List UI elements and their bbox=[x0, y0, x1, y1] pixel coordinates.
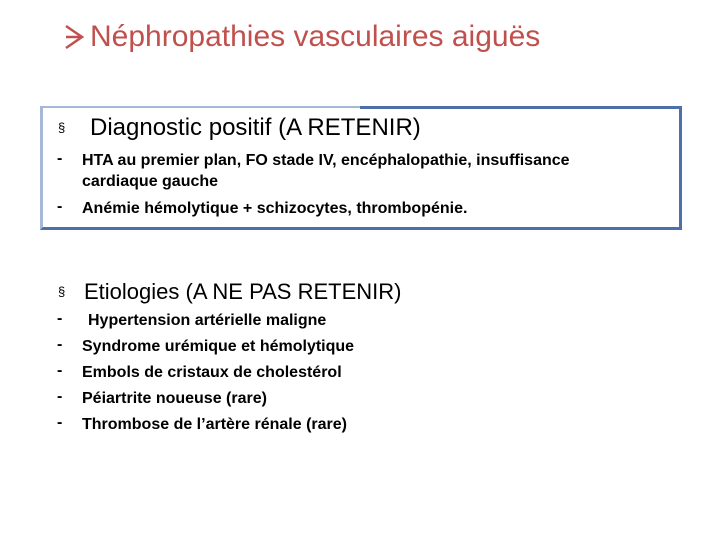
section1-dash: - bbox=[57, 150, 63, 167]
section1-heading: Diagnostic positif (A RETENIR) bbox=[90, 114, 421, 141]
square-bullet-icon: § bbox=[58, 120, 66, 135]
section2-dash: - bbox=[57, 414, 63, 431]
section1-dash: - bbox=[57, 198, 63, 215]
section2-item: Thrombose de l’artère rénale (rare) bbox=[82, 416, 347, 433]
section2-dash: - bbox=[57, 388, 63, 405]
arrow-bullet-icon bbox=[62, 23, 86, 51]
section2-item: Hypertension artérielle maligne bbox=[88, 312, 327, 329]
highlight-box-top-accent bbox=[360, 106, 682, 109]
section1-item-line: HTA au premier plan, FO stade IV, encéphalopathie, insuffisance bbox=[82, 152, 570, 169]
slide-title-text: Néphropathies vasculaires aiguës bbox=[90, 20, 541, 53]
section1-item bbox=[82, 150, 570, 192]
section2-dash: - bbox=[57, 336, 63, 353]
section2-dash: - bbox=[57, 362, 63, 379]
section2-item: Embols de cristaux de cholestérol bbox=[82, 364, 342, 381]
section2-item: Péiartrite noueuse (rare) bbox=[82, 390, 267, 407]
square-bullet-icon: § bbox=[58, 284, 66, 299]
section2-dash: - bbox=[57, 310, 63, 327]
section2-heading: Etiologies (A NE PAS RETENIR) bbox=[84, 279, 402, 304]
section2-item: Syndrome urémique et hémolytique bbox=[82, 338, 355, 355]
slide-title bbox=[62, 20, 540, 54]
section1-item: Anémie hémolytique + schizocytes, thrombopénie. bbox=[82, 200, 468, 217]
section1-item-line: cardiaque gauche bbox=[82, 173, 219, 190]
